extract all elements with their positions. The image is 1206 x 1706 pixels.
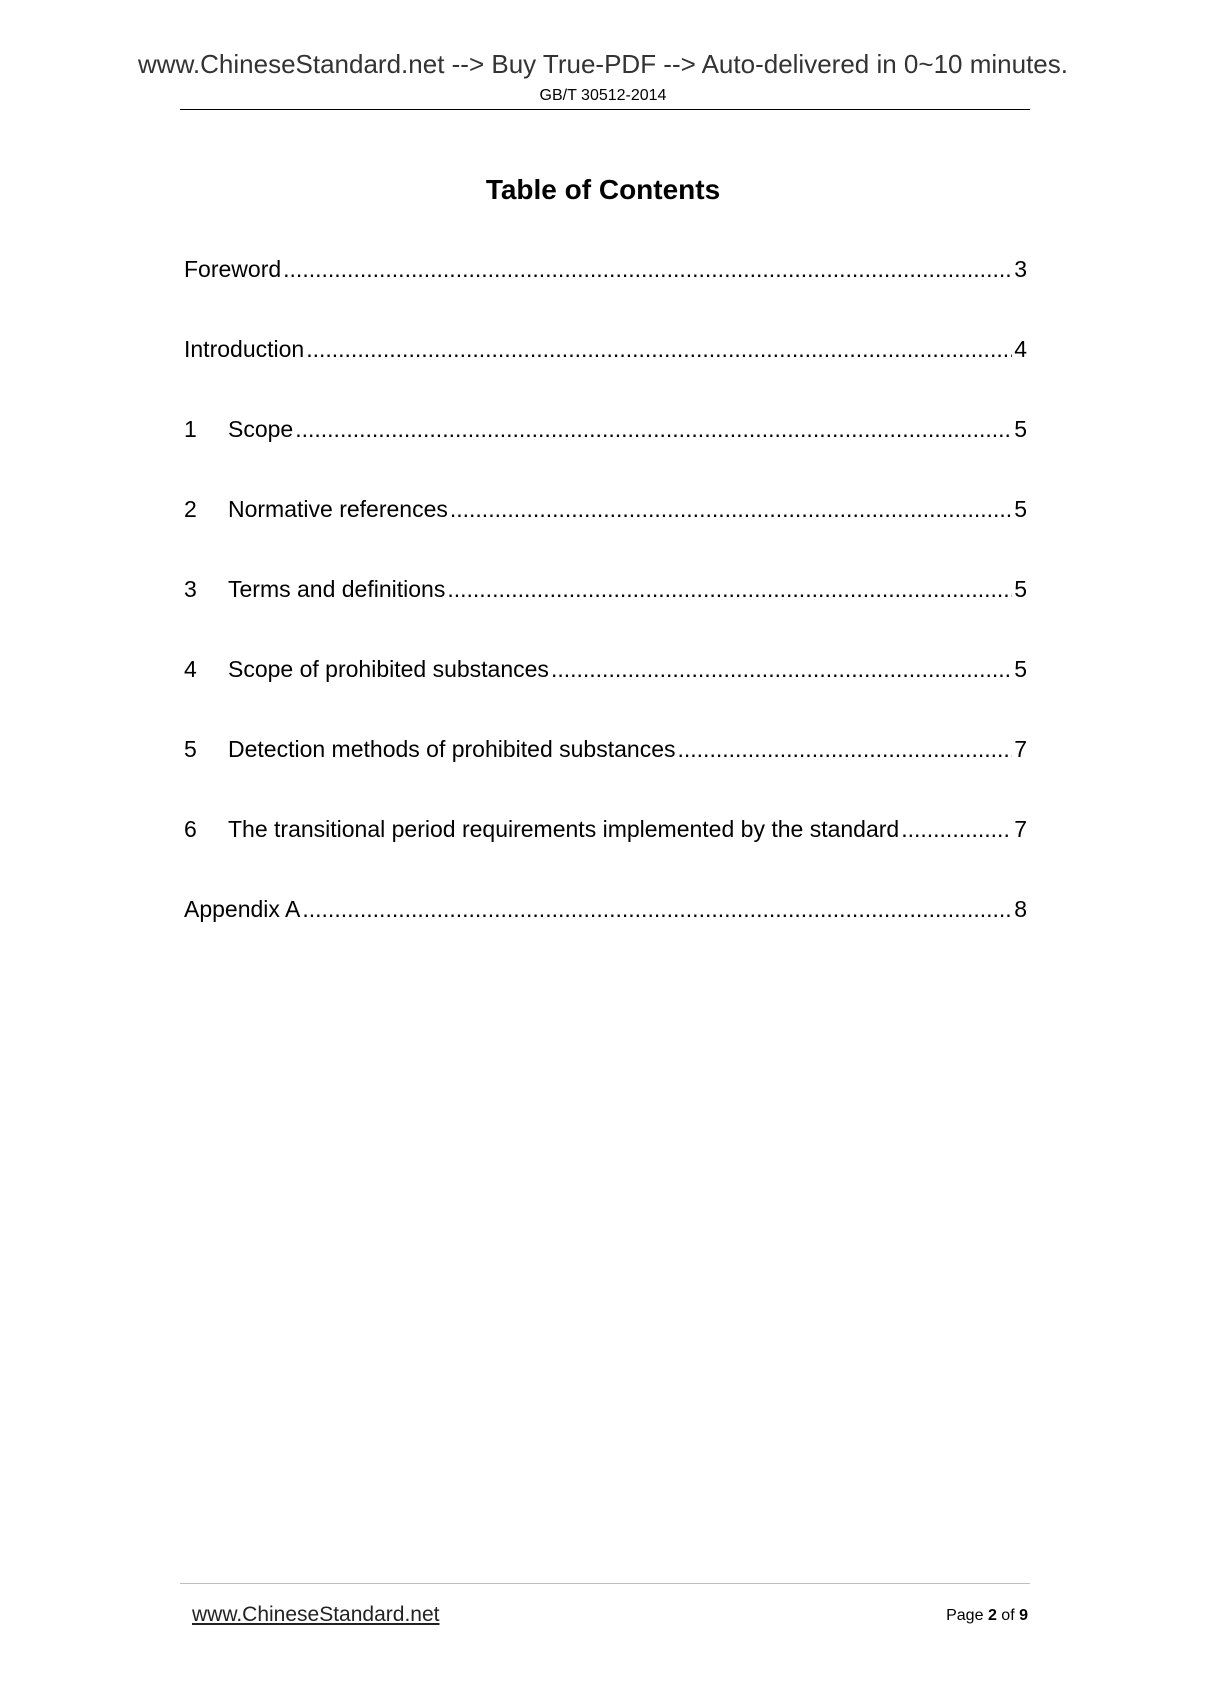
toc-entry-page: 4 [1014, 336, 1027, 362]
toc-dot-leader [295, 414, 1012, 444]
page-word: Page [946, 1607, 984, 1624]
toc-entry-normative-references[interactable] [184, 494, 1027, 574]
toc-entry-appendix-a[interactable] [184, 894, 1027, 974]
toc-dot-leader [901, 814, 1012, 844]
toc-entry-scope[interactable] [184, 414, 1027, 494]
toc-entry-label: Terms and definitions [228, 576, 446, 602]
footer-site-link[interactable]: www.ChineseStandard.net [192, 1603, 440, 1626]
toc-entry-label: Foreword [184, 256, 282, 282]
toc-entry-detection-methods[interactable] [184, 734, 1027, 814]
toc-entry-label: Scope [228, 416, 294, 442]
footer-divider [180, 1583, 1030, 1584]
toc-dot-leader [678, 734, 1013, 764]
toc-entry-label: Normative references [228, 496, 448, 522]
toc-dot-leader [306, 334, 1012, 364]
toc-dot-leader [283, 254, 1012, 284]
toc-entry-scope-of-prohibited-substances[interactable] [184, 654, 1027, 734]
footer-page-number [946, 1604, 1028, 1628]
toc-dot-leader [447, 574, 1012, 604]
toc-dot-leader [302, 894, 1012, 924]
toc-entry-label: Detection methods of prohibited substances [228, 736, 676, 762]
toc-entry-number: 2 [184, 496, 197, 522]
toc-entry-page: 5 [1014, 576, 1027, 602]
page-of-word: of [1001, 1607, 1015, 1624]
toc-entry-page: 3 [1014, 256, 1027, 282]
toc-entry-label: Introduction [184, 336, 305, 362]
total-pages: 9 [1019, 1607, 1028, 1624]
document-id: GB/T 30512-2014 [539, 87, 667, 104]
toc-entry-introduction[interactable] [184, 334, 1027, 414]
toc-dot-leader [551, 654, 1012, 684]
toc-entry-label: The transitional period requirements implemented by the standard [228, 816, 900, 842]
current-page: 2 [987, 1607, 997, 1624]
toc-entry-page: 7 [1014, 736, 1027, 762]
site-banner: www.ChineseStandard.net --> Buy True-PDF --> Auto-delivered in 0~10 minutes. [138, 49, 1068, 79]
header-divider [180, 109, 1030, 110]
toc-entry-page: 5 [1014, 416, 1027, 442]
toc-title: Table of Contents [485, 174, 721, 205]
toc-entry-page: 7 [1014, 816, 1027, 842]
toc-entry-number: 3 [184, 576, 197, 602]
toc-entry-number: 4 [184, 656, 197, 682]
toc-entry-label: Appendix A [184, 896, 301, 922]
toc-entry-number: 6 [184, 816, 197, 842]
toc-entry-page: 5 [1014, 656, 1027, 682]
toc-entry-label: Scope of prohibited substances [228, 656, 549, 682]
toc-entry-page: 8 [1014, 896, 1027, 922]
toc-entry-number: 1 [184, 416, 197, 442]
toc-entry-transitional-period[interactable] [184, 814, 1027, 894]
toc-dot-leader [450, 494, 1012, 524]
toc-entry-page: 5 [1014, 496, 1027, 522]
toc-entry-terms-and-definitions[interactable] [184, 574, 1027, 654]
table-of-contents [184, 254, 1027, 974]
toc-entry-foreword[interactable] [184, 254, 1027, 334]
toc-entry-number: 5 [184, 736, 197, 762]
